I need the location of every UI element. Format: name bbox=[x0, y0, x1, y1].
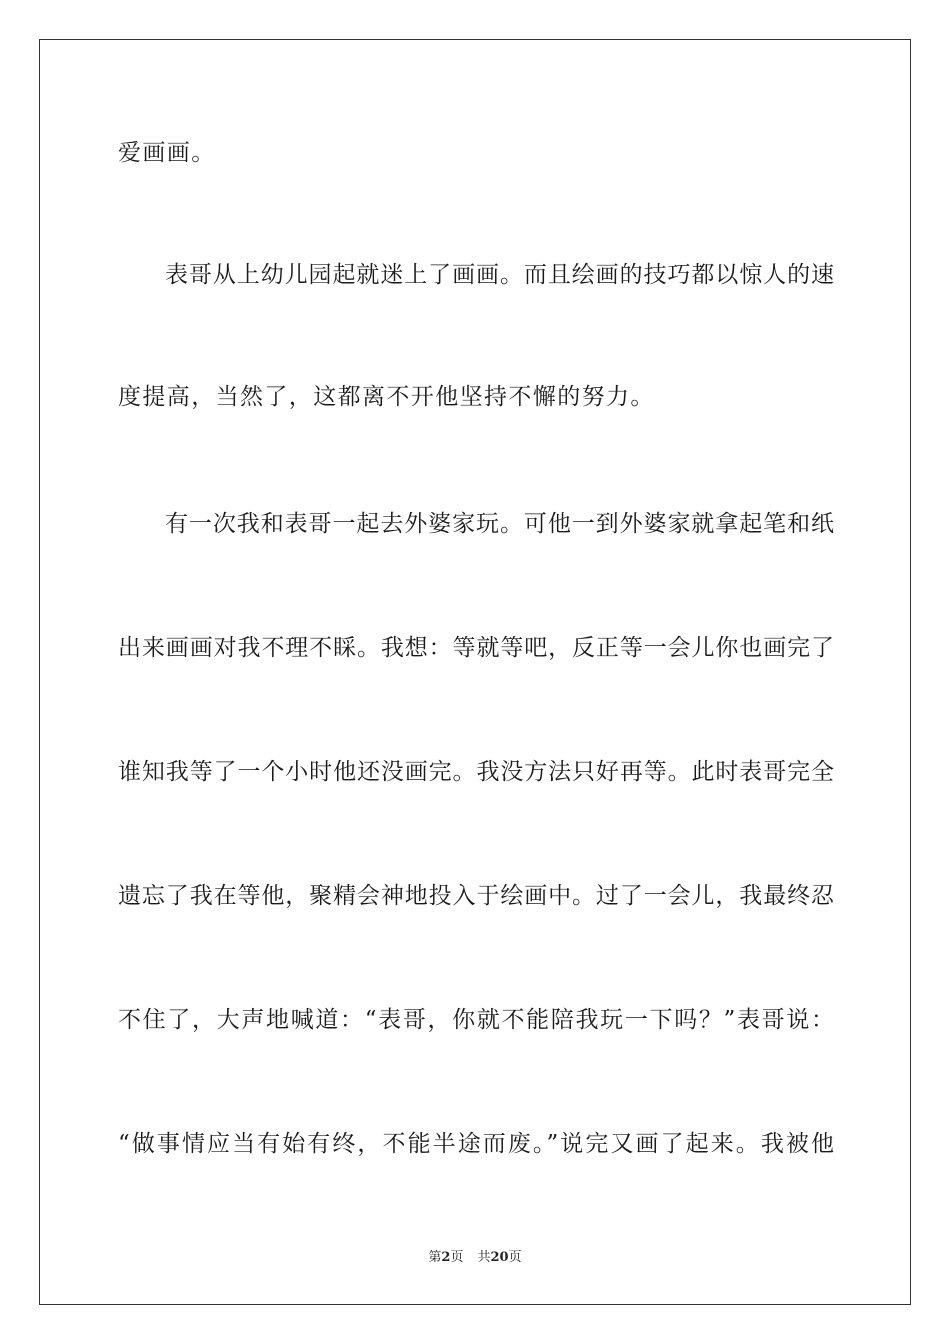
page-suffix: 页 bbox=[450, 1250, 464, 1265]
page-prefix: 第 bbox=[428, 1250, 442, 1265]
text-line-3: 度提高，当然了，这都离不开他坚持不懈的努力。 bbox=[118, 384, 655, 410]
text-line-6: 谁知我等了一个小时他还没画完。我没方法只好再等。此时表哥完全 bbox=[118, 759, 834, 785]
text-line-1: 爱画画。 bbox=[118, 140, 216, 166]
total-prefix: 共 bbox=[477, 1250, 491, 1265]
text-line-9: “做事情应当有始有终，不能半途而废。”说完又画了起来。我被他 bbox=[118, 1131, 834, 1157]
text-line-5: 出来画画对我不理不睬。我想：等就等吧，反正等一会儿你也画完了 bbox=[118, 635, 834, 661]
total-suffix: 页 bbox=[508, 1250, 522, 1265]
text-line-7: 遗忘了我在等他，聚精会神地投入于绘画中。过了一会儿，我最终忍 bbox=[118, 883, 834, 909]
page-current: 2 bbox=[441, 1250, 451, 1265]
page-total: 20 bbox=[490, 1250, 509, 1265]
text-line-2: 表哥从上幼儿园起就迷上了画画。而且绘画的技巧都以惊人的速 bbox=[165, 262, 834, 288]
page-footer bbox=[0, 1246, 950, 1265]
page-border bbox=[39, 39, 911, 1305]
text-line-4: 有一次我和表哥一起去外婆家玩。可他一到外婆家就拿起笔和纸 bbox=[165, 511, 834, 537]
text-line-8: 不住了，大声地喊道：“表哥，你就不能陪我玩一下吗？”表哥说： bbox=[118, 1007, 834, 1033]
